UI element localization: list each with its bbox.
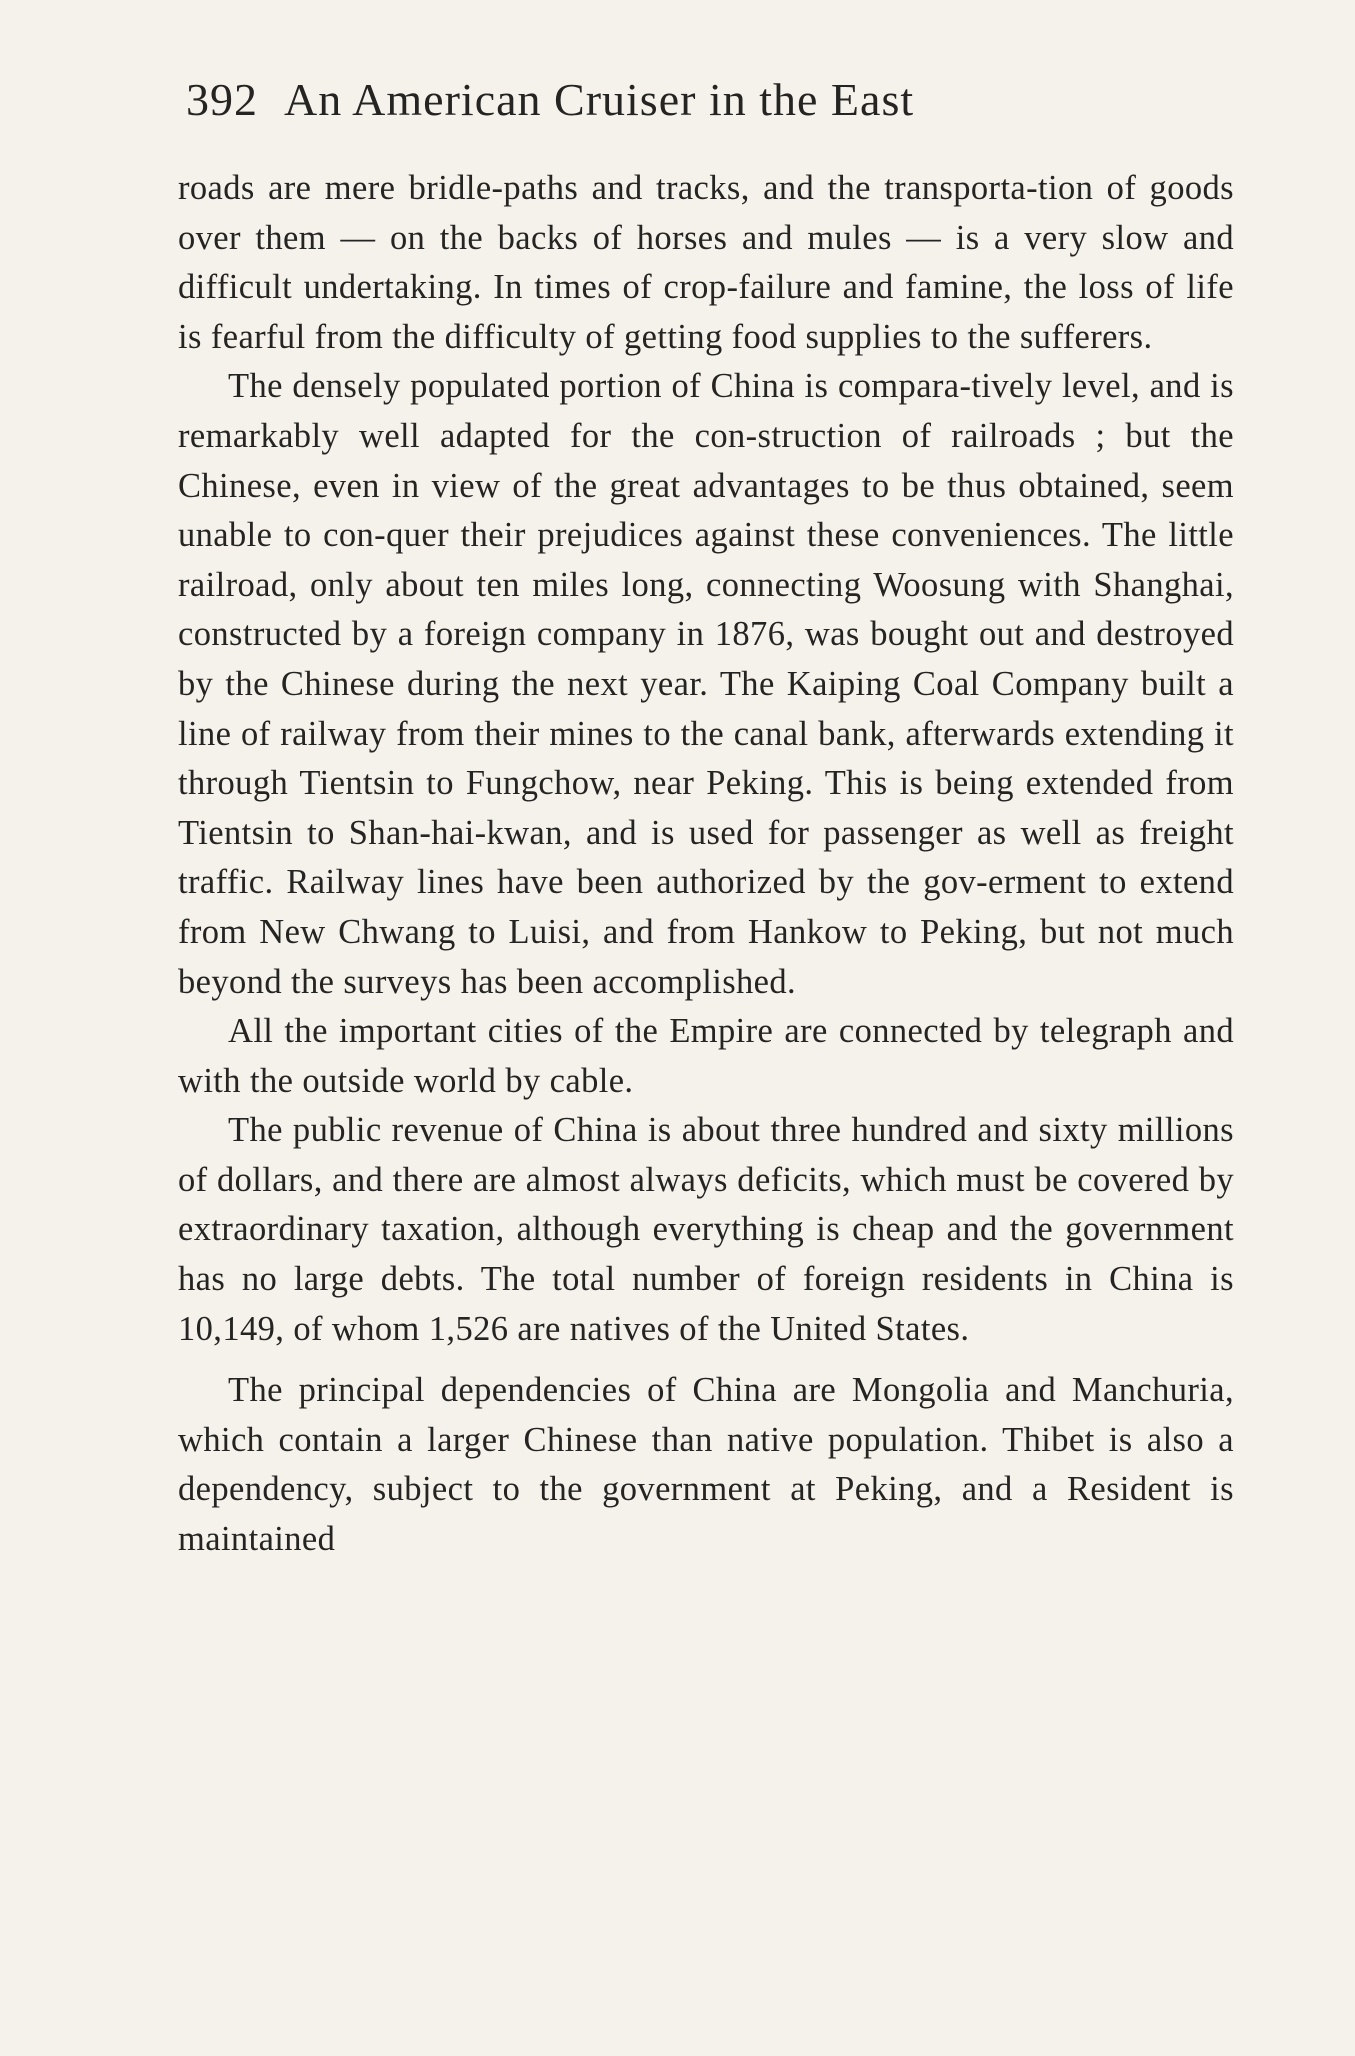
running-title: An American Cruiser in the East	[284, 74, 915, 125]
paragraph-dependencies: The principal dependencies of China are Mongolia and Manchuria, which contain a larger Chinese than native population. Thibet is also a dependency, subject to the government at Peking, and a Resident is maintained	[178, 1371, 1234, 1559]
paragraph-railroads: The densely populated portion of China is compara-tively level, and is remarkably well adapted for the con-struction of railroads ; but the Chinese, even in view of the great advantages to be thus obtained, seem unable to con-quer their prejudices against these conveniences. The little railroad, only about ten miles long, connecting Woosung with Shanghai, constructed by a foreign company in 1876, was bought out and destroyed by the Chinese during the next year. The Kaiping Coal Company built a line of railway from their mines to the canal bank, afterwards extending it through Tientsin to Fungchow, near Peking. This is being extended from Tientsin to Shan-hai-kwan, and is used for passenger as well as freight traffic. Railway lines have been authorized by the gov-erment to extend from New Chwang to Luisi, and from Hankow to Peking, but not much beyond the surveys has been accomplished.	[178, 367, 1234, 1001]
page-number: 392	[186, 74, 258, 125]
paragraph-telegraph: All the important cities of the Empire are connected by telegraph and with the outside world by cable.	[178, 1012, 1234, 1100]
paragraph-revenue: The public revenue of China is about three hundred and sixty millions of dollars, and there are almost always deficits, which must be covered by extraordinary taxation, although everything is cheap and the government has no large debts. The total number of foreign residents in China is 10,149, of whom 1,526 are natives of the United States.	[178, 1111, 1234, 1348]
body-text	[178, 164, 1234, 1565]
running-head	[186, 70, 1186, 130]
paragraph-roads: roads are mere bridle-paths and tracks, and the transporta-tion of goods over them — on the backs of horses and mules — is a very slow and difficult undertaking. In times of crop-failure and famine, the loss of life is fearful from the difficulty of getting food supplies to the sufferers.	[178, 169, 1234, 356]
